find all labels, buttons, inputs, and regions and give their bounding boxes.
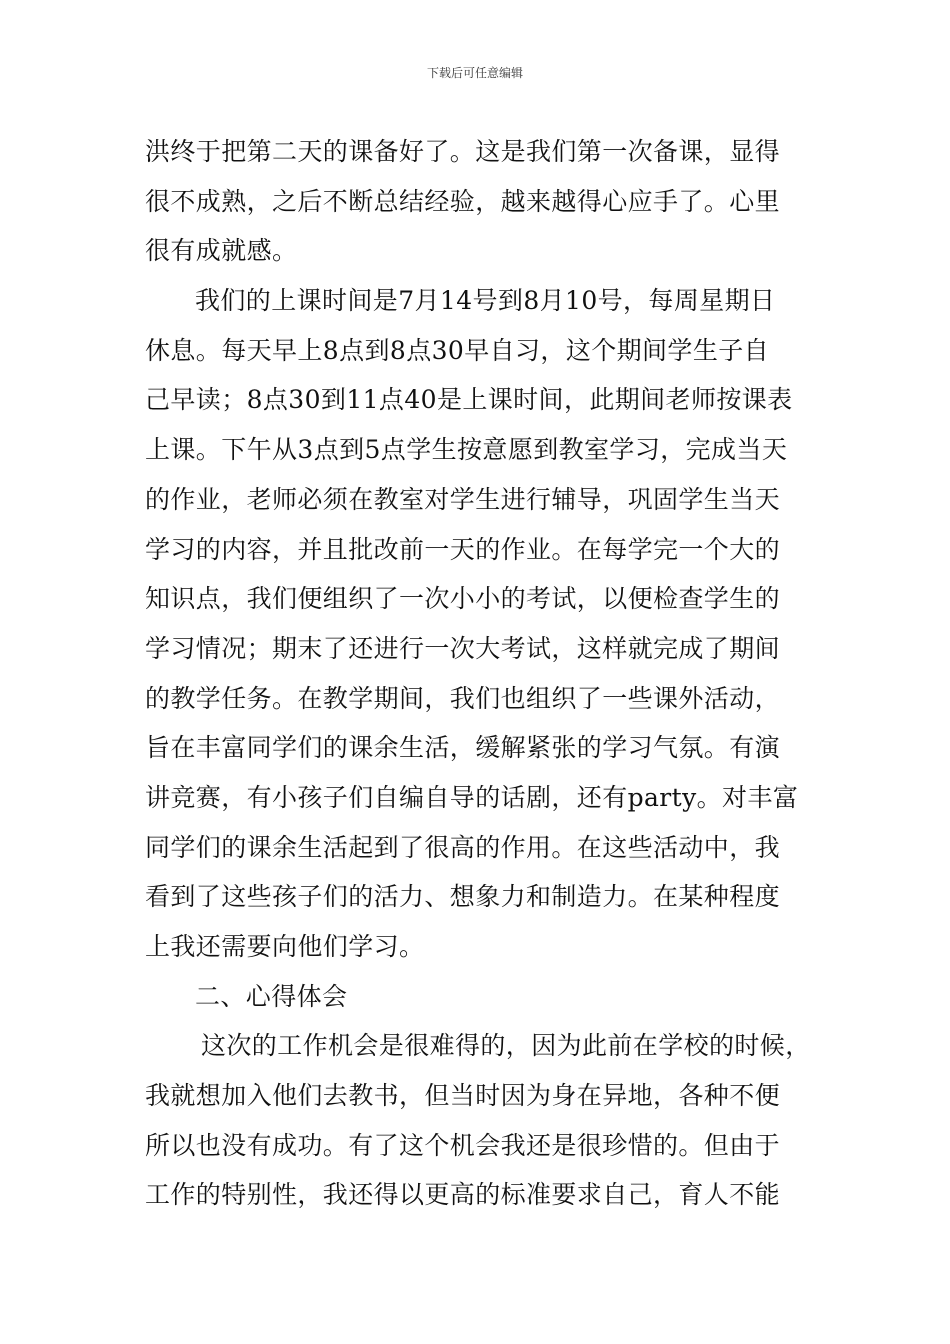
text-line: 上课。下午从3点到5点学生按意愿到教室学习，完成当天 <box>145 435 788 465</box>
text-line: 工作的特别性，我还得以更高的标准要求自己，育人不能 <box>145 1180 781 1210</box>
text-line: 知识点，我们便组织了一次小小的考试，以便检查学生的 <box>145 584 781 614</box>
text-line: 的教学任务。在教学期间，我们也组织了一些课外活动， <box>145 683 781 713</box>
page-header: 下载后可任意编辑 <box>426 66 523 80</box>
text-line: 我就想加入他们去教书，但当时因为身在异地，各种不便 <box>145 1081 781 1111</box>
text-line: 洪终于把第二天的课备好了。这是我们第一次备课，显得 <box>145 137 781 166</box>
text-line: 上我还需要向他们学习。 <box>145 932 425 961</box>
text-line: 学习的内容，并且批改前一天的作业。在每学完一个大的 <box>145 534 781 564</box>
text-line: 讲竞赛，有小孩子们自编自导的话剧，还有party。对丰富 <box>145 782 799 812</box>
text-line: 很不成熟，之后不断总结经验，越来越得心应手了。心里 <box>145 186 781 216</box>
text-line: 看到了这些孩子们的活力、想象力和制造力。在某种程度 <box>145 882 781 912</box>
section-heading: 二、心得体会 <box>195 981 348 1011</box>
paragraph-start-line: 这次的工作机会是很难得的，因为此前在学校的时候， <box>201 1031 811 1061</box>
paragraph-start-line: 我们的上课时间是7月14号到8月10号，每周星期日 <box>195 286 776 316</box>
text-line: 同学们的课余生活起到了很高的作用。在这些活动中，我 <box>145 832 781 862</box>
document-body <box>145 127 815 1220</box>
text-line: 己早读；8点30到11点40是上课时间，此期间老师按课表 <box>145 385 793 415</box>
text-line: 旨在丰富同学们的课余生活，缓解紧张的学习气氛。有演 <box>145 733 781 763</box>
text-line: 休息。每天早上8点到8点30早自习，这个期间学生子自 <box>145 335 770 365</box>
text-line: 学习情况；期末了还进行一次大考试，这样就完成了期间 <box>145 633 781 663</box>
text-line: 所以也没有成功。有了这个机会我还是很珍惜的。但由于 <box>145 1130 781 1160</box>
text-line: 的作业，老师必须在教室对学生进行辅导，巩固学生当天 <box>145 484 781 514</box>
text-line: 很有成就感。 <box>145 236 298 266</box>
